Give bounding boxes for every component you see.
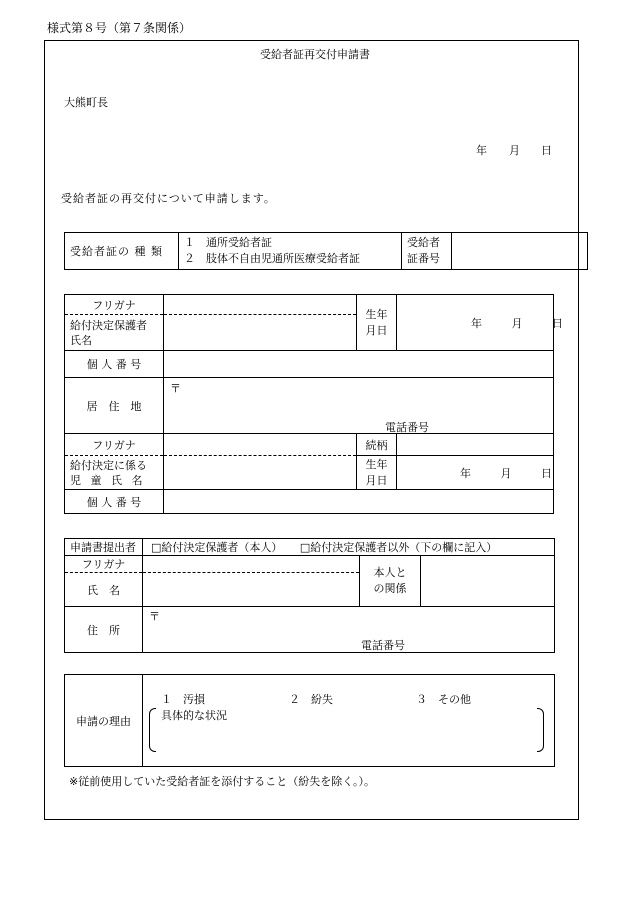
submitter-relation-label-line2: の関係 bbox=[373, 582, 407, 595]
child-birth-day: 日 bbox=[541, 466, 552, 480]
child-name-label-line2: 児 童 氏 名 bbox=[70, 473, 146, 487]
bracket-left-icon bbox=[149, 708, 156, 752]
submitter-options bbox=[143, 539, 555, 556]
certificate-table bbox=[64, 232, 588, 270]
guardian-name-label-line2: 氏名 bbox=[70, 333, 92, 347]
guardian-birth-label-line1: 生年 bbox=[365, 307, 388, 321]
child-furigana-field[interactable] bbox=[164, 434, 357, 456]
child-birth-field[interactable] bbox=[397, 456, 554, 490]
form-number: 様式第８号（第７条関係） bbox=[47, 21, 192, 35]
certificate-number-field[interactable] bbox=[452, 233, 588, 270]
guardian-furigana-label: フリガナ bbox=[65, 295, 164, 315]
applicant-table bbox=[64, 294, 563, 514]
intro-text: 受給者証の再交付について申請します。 bbox=[61, 192, 276, 205]
guardian-name-field[interactable] bbox=[164, 315, 357, 351]
submitter-relation-field[interactable] bbox=[421, 556, 555, 607]
guardian-birth-year: 年 bbox=[471, 316, 482, 330]
guardian-name-label bbox=[65, 315, 164, 351]
submitter-furigana-label: フリガナ bbox=[65, 556, 143, 573]
child-personal-number-field[interactable] bbox=[164, 490, 554, 514]
reason-label: 申請の理由 bbox=[65, 675, 143, 767]
date-day: 日 bbox=[541, 144, 552, 157]
child-birth-label-line1: 生年 bbox=[365, 457, 388, 471]
child-name-label bbox=[65, 456, 164, 490]
certificate-number-label bbox=[402, 233, 452, 270]
reason-option-1[interactable]: １ 汚損 bbox=[161, 693, 205, 706]
reason-detail-label: 具体的な状況 bbox=[161, 709, 227, 722]
child-name-label-line1: 給付決定に係る bbox=[70, 458, 147, 472]
guardian-birth-label bbox=[357, 295, 397, 351]
child-birth-label bbox=[357, 456, 397, 490]
child-personal-number-label: 個 人 番 号 bbox=[65, 490, 164, 514]
guardian-birth-label-line2: 月日 bbox=[365, 323, 388, 337]
guardian-phone-label: 電話番号 bbox=[385, 421, 429, 434]
bracket-right-icon bbox=[537, 708, 544, 752]
guardian-postal-mark: 〒 bbox=[170, 382, 181, 395]
submitter-relation-label-line1: 本人と bbox=[373, 566, 407, 579]
submitter-name-field[interactable] bbox=[143, 573, 360, 607]
child-furigana-label: フリガナ bbox=[65, 434, 164, 456]
submitter-address-label: 住 所 bbox=[65, 607, 143, 653]
guardian-personal-number-field[interactable] bbox=[164, 351, 554, 378]
attachment-note: ※従前使用していた受給者証を添付すること（紛失を除く。）。 bbox=[69, 775, 375, 788]
child-name-field[interactable] bbox=[164, 456, 357, 490]
submitter-name-label: 氏 名 bbox=[65, 573, 143, 607]
child-relation-field[interactable] bbox=[397, 434, 554, 456]
reason-option-3[interactable]: ３ その他 bbox=[416, 693, 471, 706]
form-title: 受給者証再交付申請書 bbox=[260, 48, 370, 61]
submitter-furigana-field[interactable] bbox=[143, 556, 360, 573]
guardian-address-label: 居 住 地 bbox=[65, 378, 164, 434]
submitter-option-other[interactable]: □給付決定保護者以外（下の欄に記入） bbox=[299, 541, 498, 554]
submitter-header-label: 申請書提出者 bbox=[65, 539, 143, 556]
guardian-address-field[interactable] bbox=[164, 378, 554, 434]
certificate-type-label: 受給者証の 種 類 bbox=[65, 233, 179, 270]
guardian-name-label-line1: 給付決定保護者 bbox=[70, 318, 147, 332]
date-month: 月 bbox=[509, 144, 520, 157]
certificate-option-1: １ 通所受給者証 bbox=[184, 236, 272, 249]
guardian-birth-day: 日 bbox=[552, 316, 563, 330]
child-birth-label-line2: 月日 bbox=[365, 473, 388, 487]
guardian-birth-month: 月 bbox=[511, 316, 523, 330]
child-birth-year: 年 bbox=[460, 466, 471, 480]
reason-field bbox=[143, 675, 555, 767]
addressee: 大熊町長 bbox=[64, 96, 108, 109]
submitter-phone-label: 電話番号 bbox=[361, 639, 405, 652]
certificate-number-label-line2: 証番号 bbox=[407, 252, 440, 265]
submitter-table bbox=[64, 538, 555, 653]
submitter-postal-mark: 〒 bbox=[149, 610, 160, 623]
submitter-relation-label bbox=[360, 556, 421, 607]
reason-option-2[interactable]: ２ 紛失 bbox=[289, 693, 333, 706]
reason-table bbox=[64, 674, 555, 767]
child-relation-label: 続柄 bbox=[357, 434, 397, 456]
certificate-number-label-line1: 受給者 bbox=[407, 236, 440, 249]
certificate-type-options bbox=[179, 233, 402, 270]
child-birth-month: 月 bbox=[500, 466, 512, 480]
submitter-address-field[interactable] bbox=[143, 607, 555, 653]
certificate-option-2: ２ 肢体不自由児通所医療受給者証 bbox=[184, 252, 360, 265]
submitter-option-self[interactable]: □給付決定保護者（本人） bbox=[151, 541, 283, 554]
date-year: 年 bbox=[476, 144, 487, 157]
guardian-furigana-field[interactable] bbox=[164, 295, 357, 315]
guardian-birth-field[interactable] bbox=[397, 295, 563, 351]
guardian-personal-number-label: 個 人 番 号 bbox=[65, 351, 164, 378]
